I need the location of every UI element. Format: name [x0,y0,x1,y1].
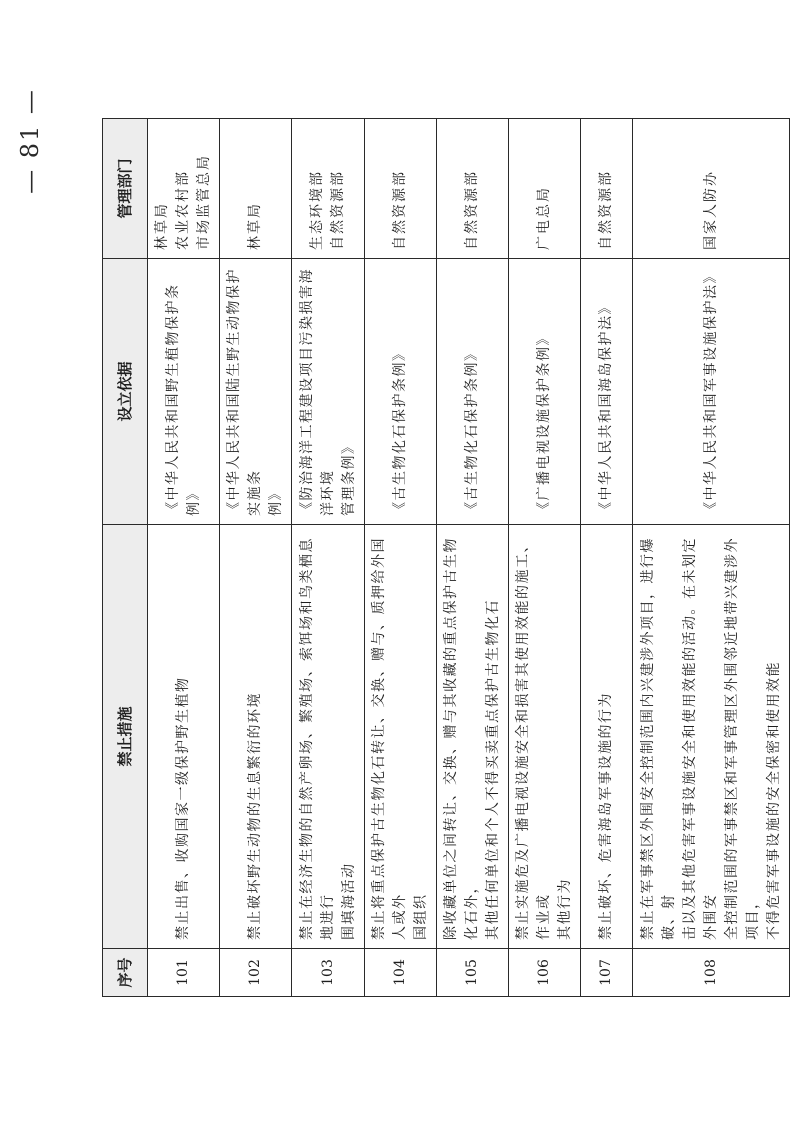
seq-cell: 106 [509,949,581,997]
dept-cell [292,119,364,259]
dept-line: 生态环境部 [309,170,326,250]
measure-cell [509,525,581,949]
basis-cell [292,259,364,525]
dept-cell [436,119,508,259]
measure-cell [581,525,633,949]
dept-line: 林草局 [247,202,264,250]
seq-cell: 105 [436,949,508,997]
basis-line: 管理条例》 [340,438,357,516]
basis-line: 《防治海洋工程建设项目污染损害海洋环境 [298,268,336,516]
prohibition-measures-table [102,118,790,997]
dept-line: 自然资源部 [391,170,408,250]
table-row [509,119,581,997]
table-row [292,119,364,997]
dept-cell [364,119,436,259]
basis-cell [220,259,292,525]
dept-line: 农业农村部 [175,170,192,250]
seq-cell: 107 [581,949,633,997]
dept-cell [220,119,292,259]
basis-line: 《中华人民共和国海岛保护法》 [598,299,615,516]
dept-line: 林草局 [154,202,171,250]
basis-line: 《中华人民共和国军事设施保护法》 [702,268,719,516]
measure-line: 击以及其他危害军事设施安全和使用效能的活动。在未划定外围安 [681,537,719,940]
measure-cell [633,525,790,949]
measure-line: 围填海活动 [340,862,357,940]
basis-line: 《广播电视设施保护条例》 [536,330,553,516]
measure-line: 除收藏单位之间转让、交换、赠与其收藏的重点保护古生物化石外， [442,537,480,940]
header-dept: 管理部门 [103,119,148,259]
basis-cell [148,259,220,525]
measure-cell [148,525,220,949]
table-row [633,119,790,997]
dept-line: 自然资源部 [463,170,480,250]
table-row [436,119,508,997]
basis-line: 《中华人民共和国野生植物保护条例》 [164,283,202,516]
table-header-row [103,119,148,997]
dept-cell [148,119,220,259]
basis-line: 《中华人民共和国陆生野生动物保护实施条 [226,268,264,516]
dept-cell [633,119,790,259]
measure-cell [292,525,364,949]
seq-cell: 103 [292,949,364,997]
measure-line: 禁止出售、收购国家一级保护野生植物 [175,676,192,940]
seq-cell: 101 [148,949,220,997]
measure-line: 不得危害军事设施的安全保密和使用效能 [765,661,782,940]
measure-cell [364,525,436,949]
header-basis: 设立依据 [103,259,148,525]
table-row [364,119,436,997]
measure-line: 禁止破坏野生动物的生息繁衍的环境 [247,692,264,940]
measure-line: 禁止在军事禁区外围安全控制范围内兴建涉外项目，进行爆破、射 [639,537,677,940]
measure-line: 禁止破坏、危害海岛军事设施的行为 [598,692,615,940]
basis-line: 例》 [268,485,285,516]
basis-cell [633,259,790,525]
measure-cell [220,525,292,949]
basis-cell [581,259,633,525]
measure-line: 禁止在经济生物的自然产卵场、繁殖场、索饵场和鸟类栖息地进行 [298,537,336,940]
dept-cell [509,119,581,259]
basis-line: 《古生物化石保护条例》 [391,345,408,516]
table-row [220,119,292,997]
header-measure: 禁止措施 [103,525,148,949]
page-number: — 81 — [16,88,44,194]
basis-cell [364,259,436,525]
dept-line: 国家人防办 [702,170,719,250]
measure-line: 其他任何单位和个人不得买卖重点保护古生物化石 [484,599,501,940]
dept-line: 自然资源部 [598,170,615,250]
table-body [148,119,790,997]
dept-line: 市场监管总局 [196,154,213,250]
measure-line: 全控制范围的军事禁区和军事管理区外围邻近地带兴建涉外项目， [723,537,761,940]
dept-line: 自然资源部 [330,170,347,250]
seq-cell: 108 [633,949,790,997]
seq-cell: 104 [364,949,436,997]
dept-line: 广电总局 [536,186,553,250]
seq-cell: 102 [220,949,292,997]
measure-cell [436,525,508,949]
measure-line: 其他行为 [557,878,574,940]
basis-line: 《古生物化石保护条例》 [463,345,480,516]
measure-line: 禁止实施危及广播电视设施安全和损害其使用效能的施工、作业或 [515,537,553,940]
measure-line: 国组织 [412,893,429,940]
header-seq: 序号 [103,949,148,997]
basis-cell [509,259,581,525]
dept-cell [581,119,633,259]
basis-cell [436,259,508,525]
table-row [148,119,220,997]
measure-line: 禁止将重点保护古生物化石转让、交换、赠与、质押给外国人或外 [370,537,408,940]
table-row [581,119,633,997]
